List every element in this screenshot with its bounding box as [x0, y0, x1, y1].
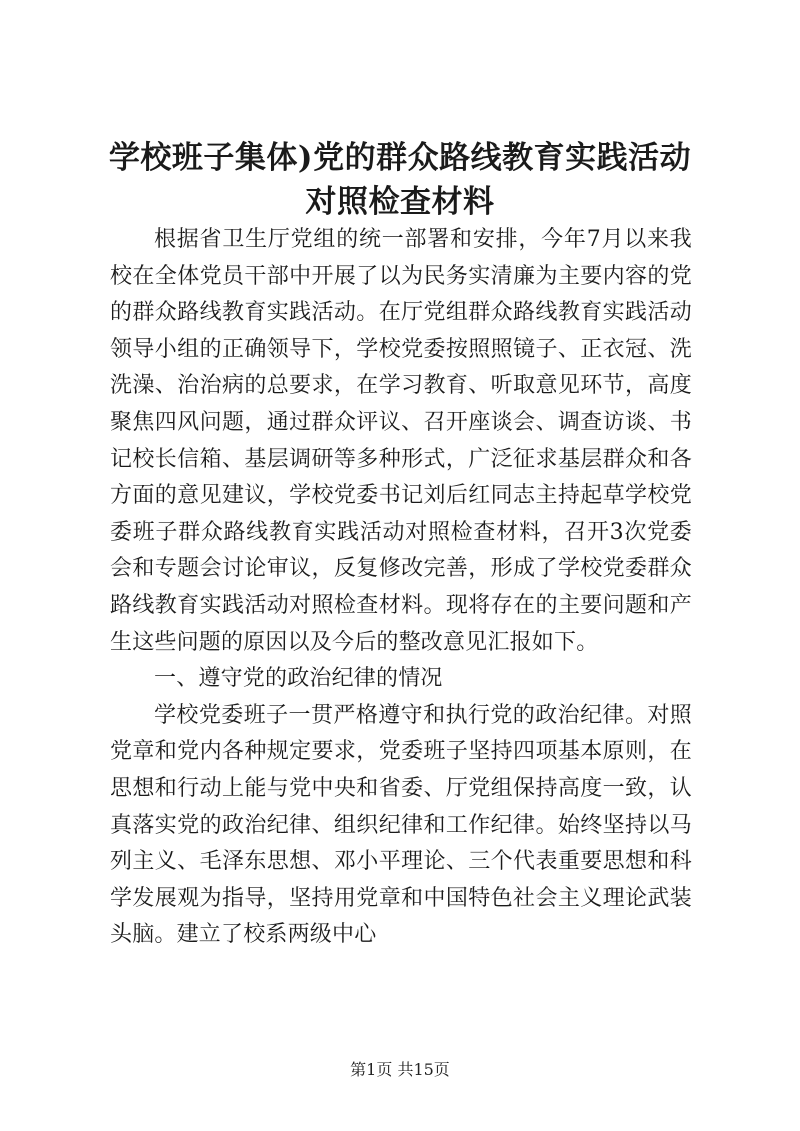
- intro-paragraph: 根据省卫生厅党组的统一部署和安排，今年7月以来我校在全体党员干部中开展了以为民务实清廉为主要内容的党的群众路线教育实践活动。在厅党组群众路线教育实践活动领导小组的正确领导下，学校党委按照照镜子、正衣冠、洗洗澡、治治病的总要求，在学习教育、听取意见环节，高度聚焦四风问题，通过群众评议、召开座谈会、调查访谈、书记校长信箱、基层调研等多种形式，广泛征求基层群众和各方面的意见建议，学校党委书记刘后红同志主持起草学校党委班子群众路线教育实践活动对照检查材料，召开3次党委会和专题会讨论审议，反复修改完善，形成了学校党委群众路线教育实践活动对照检查材料。现将存在的主要问题和产生这些问题的原因以及今后的整改意见汇报如下。: [110, 227, 692, 655]
- document-body: [110, 222, 692, 954]
- page-number-footer: 第1页 共15页: [350, 1060, 450, 1079]
- section-heading-political-discipline: 一、遵守党的政治纪律的情况: [154, 666, 443, 692]
- document-title: 学校班子集体)党的群众路线教育实践活动对照检查材料: [108, 140, 692, 220]
- political-discipline-paragraph: 学校党委班子一贯严格遵守和执行党的政治纪律。对照党章和党内各种规定要求，党委班子坚持四项基本原则，在思想和行动上能与党中央和省委、厅党组保持高度一致，认真落实党的政治纪律、组织纪律和工作纪律。始终坚持以马列主义、毛泽东思想、邓小平理论、三个代表重要思想和科学发展观为指导，坚持用党章和中国特色社会主义理论武装头脑。建立了校系两级中心: [110, 702, 692, 948]
